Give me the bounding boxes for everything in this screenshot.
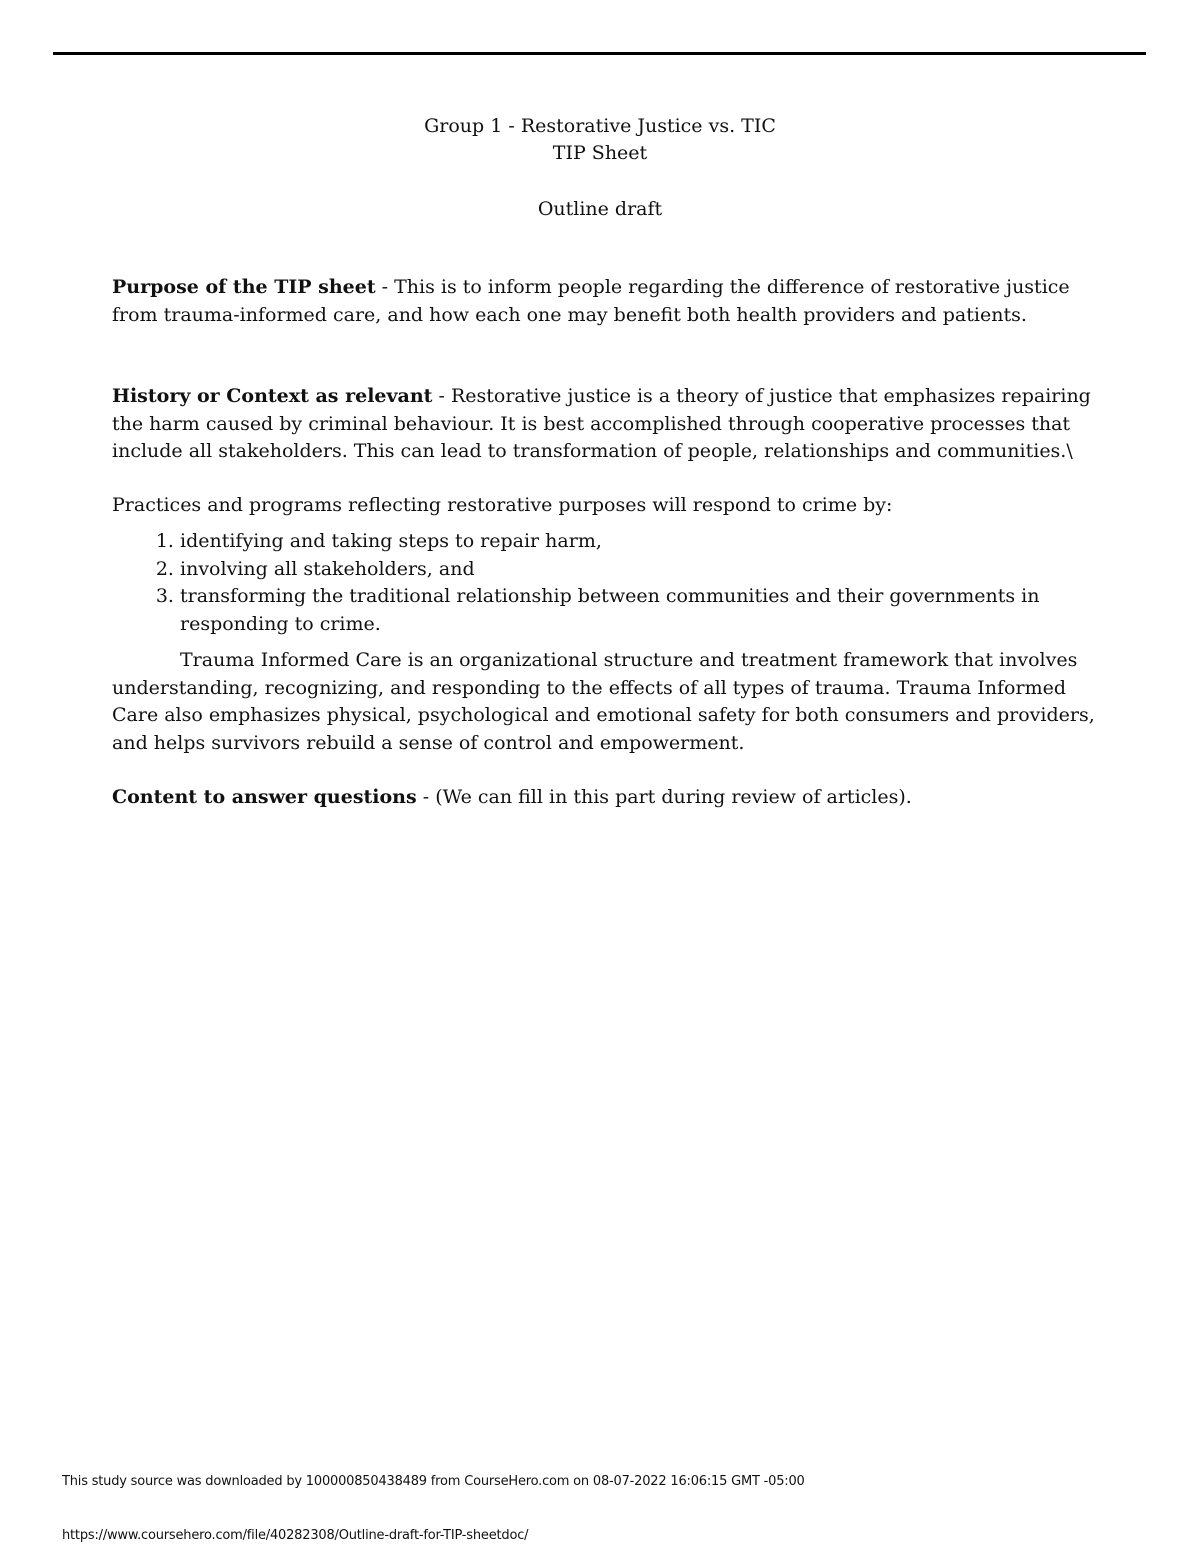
list-item: 2. involving all stakeholders, and xyxy=(180,556,1102,584)
content-paragraph xyxy=(112,784,1102,812)
purpose-text: - This is to inform people regarding the difference of restorative justice from trauma-informed care, and how each one may benefit both health providers and patients. xyxy=(112,276,1070,326)
document-subtitle: Outline draft xyxy=(537,198,663,220)
history-paragraph xyxy=(112,383,1102,466)
source-url: https://www.coursehero.com/file/40282308/Outline-draft-for-TIP-sheetdoc/ xyxy=(62,1528,529,1543)
tic-paragraph: Trauma Informed Care is an organizational structure and treatment framework that involves understanding, recognizing, and responding to the effects of all types of trauma. Trauma Informed Care also emphasizes physical, psychological and emotional safety for both consumers and providers, and helps survivors rebuild a sense of control and empowerment. xyxy=(112,649,1095,754)
content-text: - (We can fill in this part during review of articles). xyxy=(416,786,912,808)
list-item: 1. identifying and taking steps to repair harm, xyxy=(180,528,1102,556)
purpose-paragraph xyxy=(112,274,1102,329)
content-heading: Content to answer questions xyxy=(112,786,417,808)
history-heading: History or Context as relevant xyxy=(112,385,433,407)
document-header xyxy=(0,113,1200,223)
top-divider xyxy=(53,52,1146,55)
document-body xyxy=(112,274,1102,812)
practices-list xyxy=(112,528,1102,638)
practices-intro: Practices and programs reflecting restorative purposes will respond to crime by: xyxy=(112,493,893,516)
download-source-note: This study source was downloaded by 100000850438489 from CourseHero.com on 08-07-2022 16:06:15 GMT -05:00 xyxy=(62,1474,805,1489)
purpose-heading: Purpose of the TIP sheet xyxy=(112,276,376,298)
document-title-line2: TIP Sheet xyxy=(552,142,648,164)
list-item: 3. transforming the traditional relationship between communities and their governments in responding to crime. xyxy=(180,583,1102,638)
history-text: - Restorative justice is a theory of justice that emphasizes repairing the harm caused by criminal behaviour. It is best accomplished through cooperative processes that include all stakeholders. This can lead to transformation of people, relationships and communities.\ xyxy=(112,385,1091,462)
document-title: Group 1 - Restorative Justice vs. TIC xyxy=(424,115,776,137)
